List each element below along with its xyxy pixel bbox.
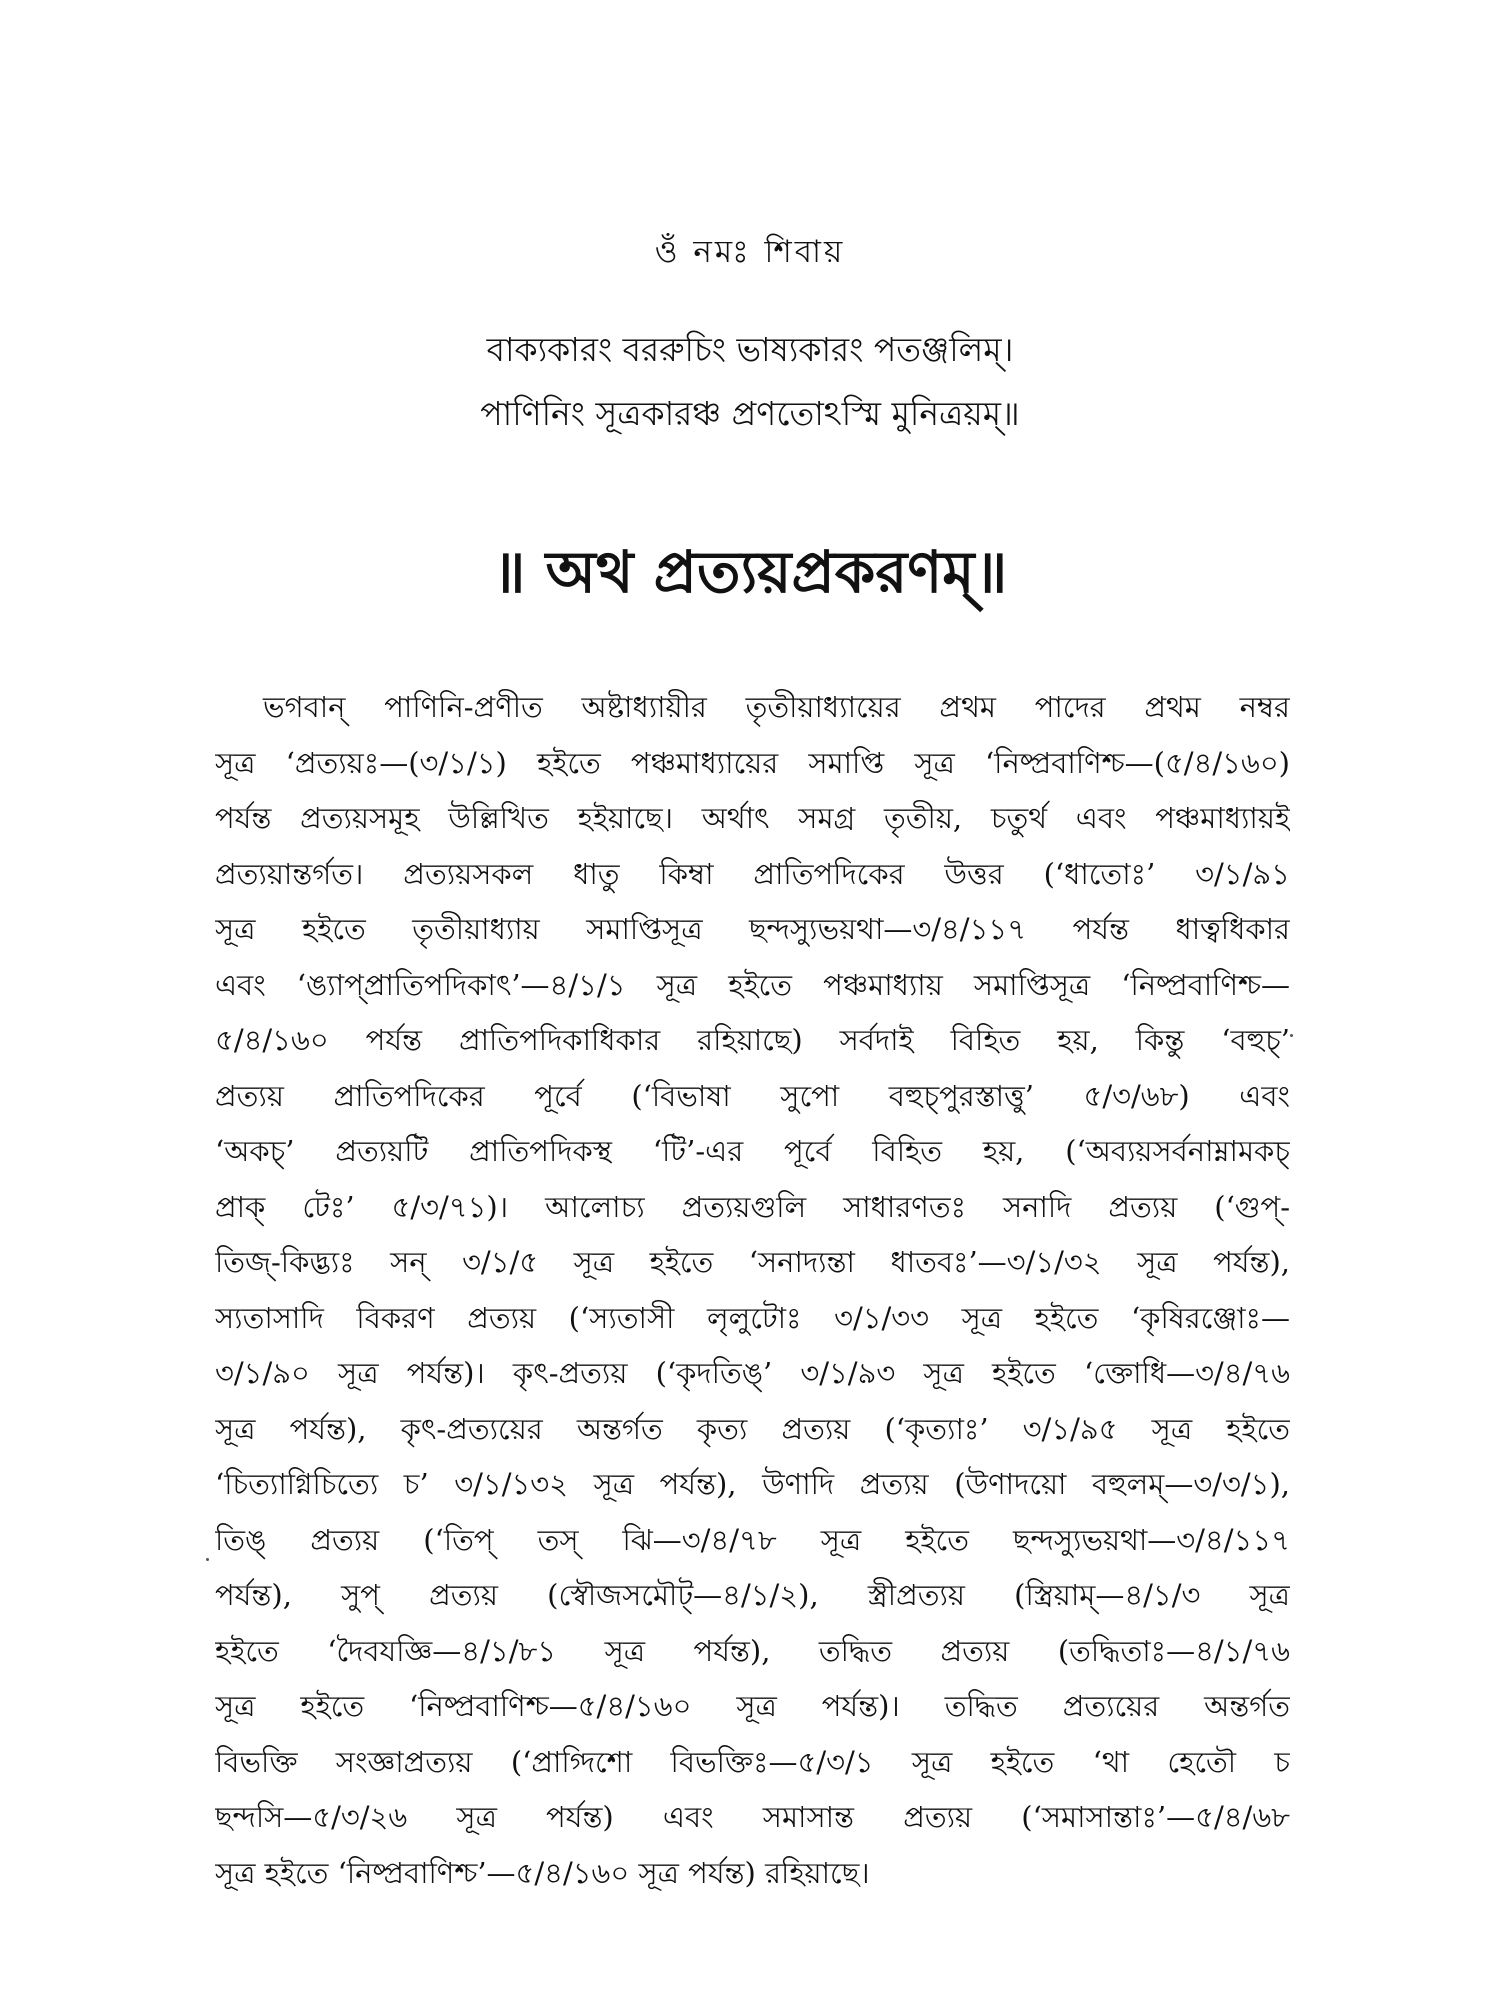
chapter-heading: ॥ অথ প্রত্যয়প্রকরণম্॥ [492,538,1008,606]
body-line: প্রত্যয়ান্তর্গত। প্রত্যয়সকল ধাতু কিম্বা প্রাতিপদিকের উত্তর (‘ধাতোঃ’ ৩/১/৯১ [215,856,1290,891]
body-line: স্যতাসাদি বিকরণ প্রত্যয় (‘স্যতাসী লৃলুটোঃ ৩/১/৩৩ সূত্র হইতে ‘কৃষিরঞ্জোঃ— [215,1300,1290,1335]
body-line: তিঙ্ প্রত্যয় (‘তিপ্ তস্ ঝি—৩/৪/৭৮ সূত্র হইতে ছন্দস্যুভয়থা—৩/৪/১১৭ [215,1522,1290,1557]
scan-speck [1290,1034,1293,1037]
body-line: সূত্র হইতে ‘নিষ্প্রবাণিশ্চ—৫/৪/১৬০ সূত্র পর্যন্ত)। তদ্ধিত প্রত্যয়ের অন্তর্গত [215,1689,1290,1723]
body-line: বিভক্তি সংজ্ঞাপ্রত্যয় (‘প্রাগ্দিশো বিভক্তিঃ—৫/৩/১ সূত্র হইতে ‘থা হেতৌ চ [215,1744,1290,1779]
body-line: সূত্র পর্যন্ত), কৃৎ-প্রত্যয়ের অন্তর্গত কৃত্য প্রত্যয় (‘কৃত্যাঃ’ ৩/১/৯৫ সূত্র হইতে [215,1411,1290,1446]
body-line: ভগবান্ পাণিনি-প্রণীত অষ্টাধ্যায়ীর তৃতীয়াধ্যায়ের প্রথম পাদের প্রথম নম্বর [263,690,1290,724]
body-line: ছন্দসি—৫/৩/২৬ সূত্র পর্যন্ত) এবং সমাসান্ত প্রত্যয় (‘সমাসান্তাঃ’—৫/৪/৬৮ [215,1800,1290,1834]
body-paragraph [215,680,1290,1901]
body-line: সূত্র হইতে তৃতীয়াধ্যায় সমাপ্তিসূত্র ছন্দস্যুভয়থা—৩/৪/১১৭ পর্যন্ত ধাত্বধিকার [215,912,1290,946]
scan-speck [206,1558,209,1561]
body-line: এবং ‘ঙ্যাপ্প্রাতিপদিকাৎ’—৪/১/১ সূত্র হইতে পঞ্চমাধ্যায় সমাপ্তিসূত্র ‘নিষ্প্রবাণিশ্চ— [215,967,1290,1002]
body-line: হইতে ‘দৈবযজ্ঞি—৪/১/৮১ সূত্র পর্যন্ত), তদ্ধিত প্রত্যয় (তদ্ধিতাঃ—৪/১/৭৬ [215,1633,1290,1668]
verse [0,318,1500,446]
body-line: ৩/১/৯০ সূত্র পর্যন্ত)। কৃৎ-প্রত্যয় (‘কৃদতিঙ্’ ৩/১/৯৩ সূত্র হইতে ‘ক্তোধি—৩/৪/৭৬ [215,1356,1290,1390]
body-line: প্রাক্ টেঃ’ ৫/৩/৭১)। আলোচ্য প্রত্যয়গুলি সাধারণতঃ সনাদি প্রত্যয় (‘গুপ্- [215,1189,1290,1224]
body-line: পর্যন্ত প্রত্যয়সমূহ উল্লিখিত হইয়াছে। অর্থাৎ সমগ্র তৃতীয়, চতুর্থ এবং পঞ্চমাধ্যায়ই [215,801,1290,835]
body-line: প্রত্যয় প্রাতিপদিকের পূর্বে (‘বিভাষা সুপো বহুচ্পুরস্তাত্তু’ ৫/৩/৬৮) এবং [215,1078,1290,1113]
invocation: ওঁ নমঃ শিবায় [654,234,846,270]
body-line: সূত্র ‘প্রত্যয়ঃ—(৩/১/১) হইতে পঞ্চমাধ্যায়ের সমাপ্তি সূত্র ‘নিষ্প্রবাণিশ্চ—(৫/৪/১৬০) [215,745,1290,780]
body-line: সূত্র হইতে ‘নিষ্প্রবাণিশ্চ’—৫/৪/১৬০ সূত্র পর্যন্ত) রহিয়াছে। [215,1855,870,1890]
body-line: ৫/৪/১৬০ পর্যন্ত প্রাতিপদিকাধিকার রহিয়াছে) সর্বদাই বিহিত হয়, কিন্তু ‘বহুচ্’ [215,1023,1290,1057]
body-line: ‘চিত্যাগ্নিচিত্যে চ’ ৩/১/১৩২ সূত্র পর্যন্ত), উণাদি প্রত্যয় (উণাদয়ো বহুলম্—৩/৩/১), [215,1467,1290,1501]
body-line: তিজ্-কিদ্ভ্যঃ সন্ ৩/১/৫ সূত্র হইতে ‘সনাদ্যন্তা ধাতবঃ’—৩/১/৩২ সূত্র পর্যন্ত), [215,1245,1290,1279]
verse-line-1: বাক্যকারং বররুচিং ভাষ্যকারং পতঞ্জলিম্। [486,330,1014,369]
body-line: ‘অকচ্’ প্রত্যয়টি প্রাতিপদিকস্থ ‘টি’-এর পূর্বে বিহিত হয়, (‘অব্যয়সর্বনাম্নামকচ্ [215,1134,1290,1168]
verse-line-2: পাণিনিং সূত্রকারঞ্চ প্রণতোঽস্মি মুনিত্রয়ম্॥ [480,394,1020,433]
body-line: পর্যন্ত), সুপ্ প্রত্যয় (স্বৌজসমৌট্—৪/১/২), স্ত্রীপ্রত্যয় (স্ত্রিয়াম্—৪/১/৩ সূত্র [215,1578,1290,1612]
